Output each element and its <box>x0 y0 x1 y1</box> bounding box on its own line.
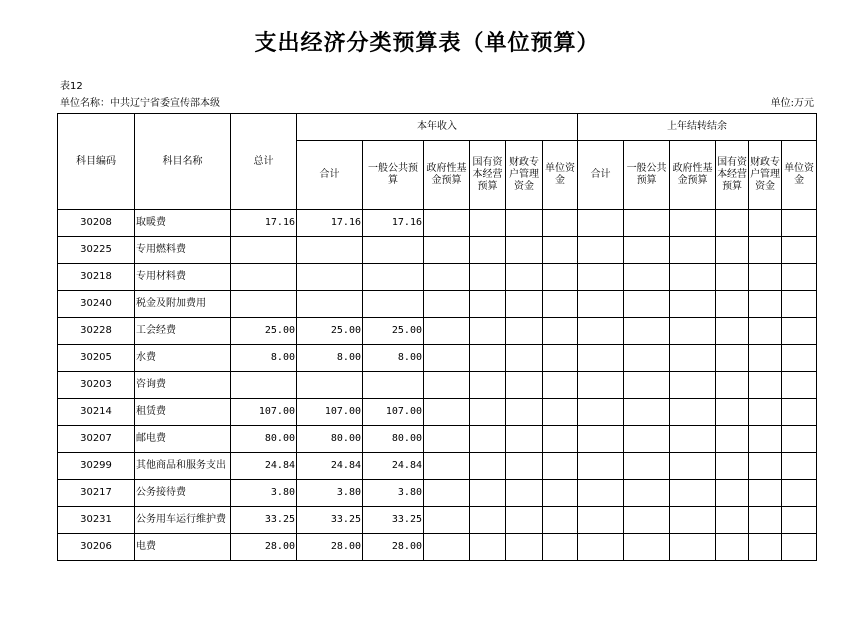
row-code-cell: 30231 <box>58 507 135 534</box>
row-empty-cell <box>424 372 470 399</box>
row-code-cell: 30225 <box>58 237 135 264</box>
row-name-cell: 公务用车运行维护费 <box>135 507 231 534</box>
table-row <box>58 426 817 453</box>
row-name-cell: 咨询费 <box>135 372 231 399</box>
row-empty-cell <box>424 507 470 534</box>
row-cur-general-cell: 3.80 <box>363 480 424 507</box>
header-prior-state-capital: 国有资本经营预算 <box>716 141 749 210</box>
row-empty-cell <box>670 399 716 426</box>
row-empty-cell <box>543 291 578 318</box>
row-empty-cell <box>578 480 624 507</box>
header-total: 总计 <box>231 114 297 210</box>
row-code-cell: 30207 <box>58 426 135 453</box>
row-total-cell: 28.00 <box>231 534 297 561</box>
row-cur-general-cell: 107.00 <box>363 399 424 426</box>
row-empty-cell <box>749 345 782 372</box>
row-empty-cell <box>624 534 670 561</box>
table-row <box>58 453 817 480</box>
row-empty-cell <box>624 318 670 345</box>
row-empty-cell <box>716 237 749 264</box>
row-empty-cell <box>716 480 749 507</box>
row-empty-cell <box>749 426 782 453</box>
row-empty-cell <box>506 318 543 345</box>
header-prior-carryover: 上年结转结余 <box>578 114 817 141</box>
row-cur-general-cell: 80.00 <box>363 426 424 453</box>
table-row <box>58 372 817 399</box>
row-total-cell <box>231 237 297 264</box>
row-code-cell: 30299 <box>58 453 135 480</box>
row-empty-cell <box>716 453 749 480</box>
row-name-cell: 工会经费 <box>135 318 231 345</box>
row-empty-cell <box>716 426 749 453</box>
row-empty-cell <box>506 345 543 372</box>
row-empty-cell <box>782 318 817 345</box>
row-cur-total-cell: 24.84 <box>297 453 363 480</box>
row-empty-cell <box>782 507 817 534</box>
row-empty-cell <box>716 507 749 534</box>
row-empty-cell <box>543 237 578 264</box>
row-total-cell: 8.00 <box>231 345 297 372</box>
header-cur-total: 合计 <box>297 141 363 210</box>
row-code-cell: 30228 <box>58 318 135 345</box>
row-total-cell <box>231 372 297 399</box>
row-cur-general-cell <box>363 237 424 264</box>
header-code: 科目编码 <box>58 114 135 210</box>
row-empty-cell <box>578 291 624 318</box>
header-prior-unit-funds: 单位资金 <box>782 141 817 210</box>
row-name-cell: 电费 <box>135 534 231 561</box>
row-name-cell: 邮电费 <box>135 426 231 453</box>
row-empty-cell <box>670 318 716 345</box>
row-empty-cell <box>543 345 578 372</box>
row-empty-cell <box>506 534 543 561</box>
table-row <box>58 318 817 345</box>
row-cur-general-cell <box>363 291 424 318</box>
row-empty-cell <box>749 399 782 426</box>
row-empty-cell <box>543 210 578 237</box>
row-name-cell: 专用燃料费 <box>135 237 231 264</box>
page-title: 支出经济分类预算表（单位预算） <box>254 31 600 56</box>
row-total-cell: 80.00 <box>231 426 297 453</box>
row-cur-total-cell: 8.00 <box>297 345 363 372</box>
row-empty-cell <box>578 534 624 561</box>
row-empty-cell <box>543 507 578 534</box>
row-code-cell: 30205 <box>58 345 135 372</box>
row-empty-cell <box>543 534 578 561</box>
row-cur-general-cell: 8.00 <box>363 345 424 372</box>
row-name-cell: 税金及附加费用 <box>135 291 231 318</box>
row-cur-general-cell: 33.25 <box>363 507 424 534</box>
row-empty-cell <box>716 345 749 372</box>
table-row <box>58 507 817 534</box>
row-name-cell: 租赁费 <box>135 399 231 426</box>
row-total-cell <box>231 264 297 291</box>
row-empty-cell <box>506 237 543 264</box>
row-cur-total-cell: 28.00 <box>297 534 363 561</box>
row-empty-cell <box>670 345 716 372</box>
row-empty-cell <box>578 264 624 291</box>
row-empty-cell <box>716 534 749 561</box>
row-empty-cell <box>749 291 782 318</box>
row-empty-cell <box>624 264 670 291</box>
row-empty-cell <box>424 237 470 264</box>
row-code-cell: 30208 <box>58 210 135 237</box>
row-cur-general-cell: 24.84 <box>363 453 424 480</box>
row-empty-cell <box>424 345 470 372</box>
row-empty-cell <box>470 372 506 399</box>
budget-table <box>57 113 817 561</box>
row-cur-total-cell <box>297 291 363 318</box>
row-empty-cell <box>749 372 782 399</box>
row-empty-cell <box>670 210 716 237</box>
row-empty-cell <box>670 534 716 561</box>
row-empty-cell <box>506 426 543 453</box>
row-empty-cell <box>749 507 782 534</box>
row-empty-cell <box>749 480 782 507</box>
row-empty-cell <box>670 426 716 453</box>
row-empty-cell <box>470 318 506 345</box>
row-empty-cell <box>624 507 670 534</box>
row-empty-cell <box>506 372 543 399</box>
row-empty-cell <box>424 453 470 480</box>
row-code-cell: 30214 <box>58 399 135 426</box>
row-total-cell <box>231 291 297 318</box>
row-empty-cell <box>782 480 817 507</box>
row-empty-cell <box>424 426 470 453</box>
row-empty-cell <box>670 480 716 507</box>
row-cur-general-cell: 25.00 <box>363 318 424 345</box>
row-empty-cell <box>424 264 470 291</box>
row-empty-cell <box>716 210 749 237</box>
row-empty-cell <box>543 426 578 453</box>
row-total-cell: 25.00 <box>231 318 297 345</box>
row-empty-cell <box>624 372 670 399</box>
row-total-cell: 24.84 <box>231 453 297 480</box>
row-total-cell: 17.16 <box>231 210 297 237</box>
row-empty-cell <box>624 237 670 264</box>
table-row <box>58 480 817 507</box>
row-empty-cell <box>470 237 506 264</box>
row-empty-cell <box>424 480 470 507</box>
row-name-cell: 取暖费 <box>135 210 231 237</box>
row-empty-cell <box>670 453 716 480</box>
header-cur-unit-funds: 单位资金 <box>543 141 578 210</box>
row-empty-cell <box>578 399 624 426</box>
header-name: 科目名称 <box>135 114 231 210</box>
row-cur-total-cell: 33.25 <box>297 507 363 534</box>
row-empty-cell <box>749 264 782 291</box>
row-empty-cell <box>506 210 543 237</box>
header-cur-general: 一般公共预算 <box>363 141 424 210</box>
row-empty-cell <box>470 480 506 507</box>
row-empty-cell <box>782 534 817 561</box>
table-row <box>58 534 817 561</box>
row-empty-cell <box>543 264 578 291</box>
row-empty-cell <box>506 480 543 507</box>
row-empty-cell <box>543 399 578 426</box>
row-empty-cell <box>506 291 543 318</box>
row-empty-cell <box>716 399 749 426</box>
row-empty-cell <box>782 372 817 399</box>
row-empty-cell <box>782 345 817 372</box>
row-empty-cell <box>716 264 749 291</box>
row-empty-cell <box>470 345 506 372</box>
row-empty-cell <box>670 264 716 291</box>
row-empty-cell <box>624 210 670 237</box>
header-cur-state-capital: 国有资本经营预算 <box>470 141 506 210</box>
row-code-cell: 30217 <box>58 480 135 507</box>
row-empty-cell <box>578 372 624 399</box>
row-empty-cell <box>716 291 749 318</box>
row-cur-general-cell <box>363 372 424 399</box>
row-empty-cell <box>749 237 782 264</box>
row-empty-cell <box>749 534 782 561</box>
row-cur-total-cell: 107.00 <box>297 399 363 426</box>
row-code-cell: 30240 <box>58 291 135 318</box>
row-code-cell: 30218 <box>58 264 135 291</box>
row-empty-cell <box>624 399 670 426</box>
row-empty-cell <box>470 507 506 534</box>
row-cur-general-cell: 28.00 <box>363 534 424 561</box>
header-prior-fund: 政府性基金预算 <box>670 141 716 210</box>
row-name-cell: 水费 <box>135 345 231 372</box>
row-name-cell: 其他商品和服务支出 <box>135 453 231 480</box>
row-empty-cell <box>624 291 670 318</box>
row-empty-cell <box>716 318 749 345</box>
row-empty-cell <box>543 480 578 507</box>
unit-name: 单位名称：中共辽宁省委宣传部本级 <box>60 98 220 109</box>
row-empty-cell <box>543 318 578 345</box>
row-empty-cell <box>578 318 624 345</box>
header-prior-special-account: 财政专户管理资金 <box>749 141 782 210</box>
header-cur-fund: 政府性基金预算 <box>424 141 470 210</box>
row-cur-general-cell <box>363 264 424 291</box>
row-code-cell: 30203 <box>58 372 135 399</box>
row-empty-cell <box>670 237 716 264</box>
row-empty-cell <box>578 210 624 237</box>
row-empty-cell <box>543 372 578 399</box>
row-empty-cell <box>470 264 506 291</box>
row-total-cell: 3.80 <box>231 480 297 507</box>
row-empty-cell <box>424 534 470 561</box>
table-row <box>58 291 817 318</box>
row-cur-total-cell <box>297 372 363 399</box>
table-row <box>58 399 817 426</box>
row-empty-cell <box>578 426 624 453</box>
row-empty-cell <box>749 210 782 237</box>
row-empty-cell <box>670 372 716 399</box>
row-cur-total-cell <box>297 264 363 291</box>
row-empty-cell <box>782 453 817 480</box>
row-empty-cell <box>470 453 506 480</box>
row-empty-cell <box>578 237 624 264</box>
row-empty-cell <box>670 291 716 318</box>
row-code-cell: 30206 <box>58 534 135 561</box>
row-cur-total-cell <box>297 237 363 264</box>
row-empty-cell <box>470 399 506 426</box>
row-empty-cell <box>782 237 817 264</box>
header-cur-special-account: 财政专户管理资金 <box>506 141 543 210</box>
row-empty-cell <box>506 507 543 534</box>
row-empty-cell <box>506 264 543 291</box>
row-empty-cell <box>506 399 543 426</box>
row-name-cell: 公务接待费 <box>135 480 231 507</box>
row-empty-cell <box>578 453 624 480</box>
row-empty-cell <box>624 345 670 372</box>
row-empty-cell <box>470 534 506 561</box>
row-empty-cell <box>578 507 624 534</box>
row-empty-cell <box>749 453 782 480</box>
row-empty-cell <box>716 372 749 399</box>
row-empty-cell <box>424 399 470 426</box>
row-empty-cell <box>543 453 578 480</box>
row-total-cell: 33.25 <box>231 507 297 534</box>
unit-measure: 单位:万元 <box>770 98 814 109</box>
header-prior-general: 一般公共预算 <box>624 141 670 210</box>
header-current-year-income: 本年收入 <box>297 114 578 141</box>
row-empty-cell <box>424 291 470 318</box>
row-empty-cell <box>470 210 506 237</box>
row-empty-cell <box>782 291 817 318</box>
table-number: 表12 <box>60 81 83 92</box>
row-empty-cell <box>782 210 817 237</box>
row-empty-cell <box>624 426 670 453</box>
row-cur-total-cell: 17.16 <box>297 210 363 237</box>
row-cur-general-cell: 17.16 <box>363 210 424 237</box>
table-row <box>58 237 817 264</box>
row-cur-total-cell: 25.00 <box>297 318 363 345</box>
row-empty-cell <box>470 426 506 453</box>
header-prior-total: 合计 <box>578 141 624 210</box>
row-empty-cell <box>578 345 624 372</box>
row-total-cell: 107.00 <box>231 399 297 426</box>
row-empty-cell <box>506 453 543 480</box>
table-row <box>58 345 817 372</box>
row-cur-total-cell: 80.00 <box>297 426 363 453</box>
row-empty-cell <box>749 318 782 345</box>
row-empty-cell <box>782 264 817 291</box>
row-empty-cell <box>670 507 716 534</box>
row-empty-cell <box>782 399 817 426</box>
row-cur-total-cell: 3.80 <box>297 480 363 507</box>
row-empty-cell <box>782 426 817 453</box>
row-empty-cell <box>424 318 470 345</box>
row-empty-cell <box>624 480 670 507</box>
row-name-cell: 专用材料费 <box>135 264 231 291</box>
row-empty-cell <box>624 453 670 480</box>
table-row <box>58 264 817 291</box>
table-row <box>58 210 817 237</box>
row-empty-cell <box>424 210 470 237</box>
row-empty-cell <box>470 291 506 318</box>
